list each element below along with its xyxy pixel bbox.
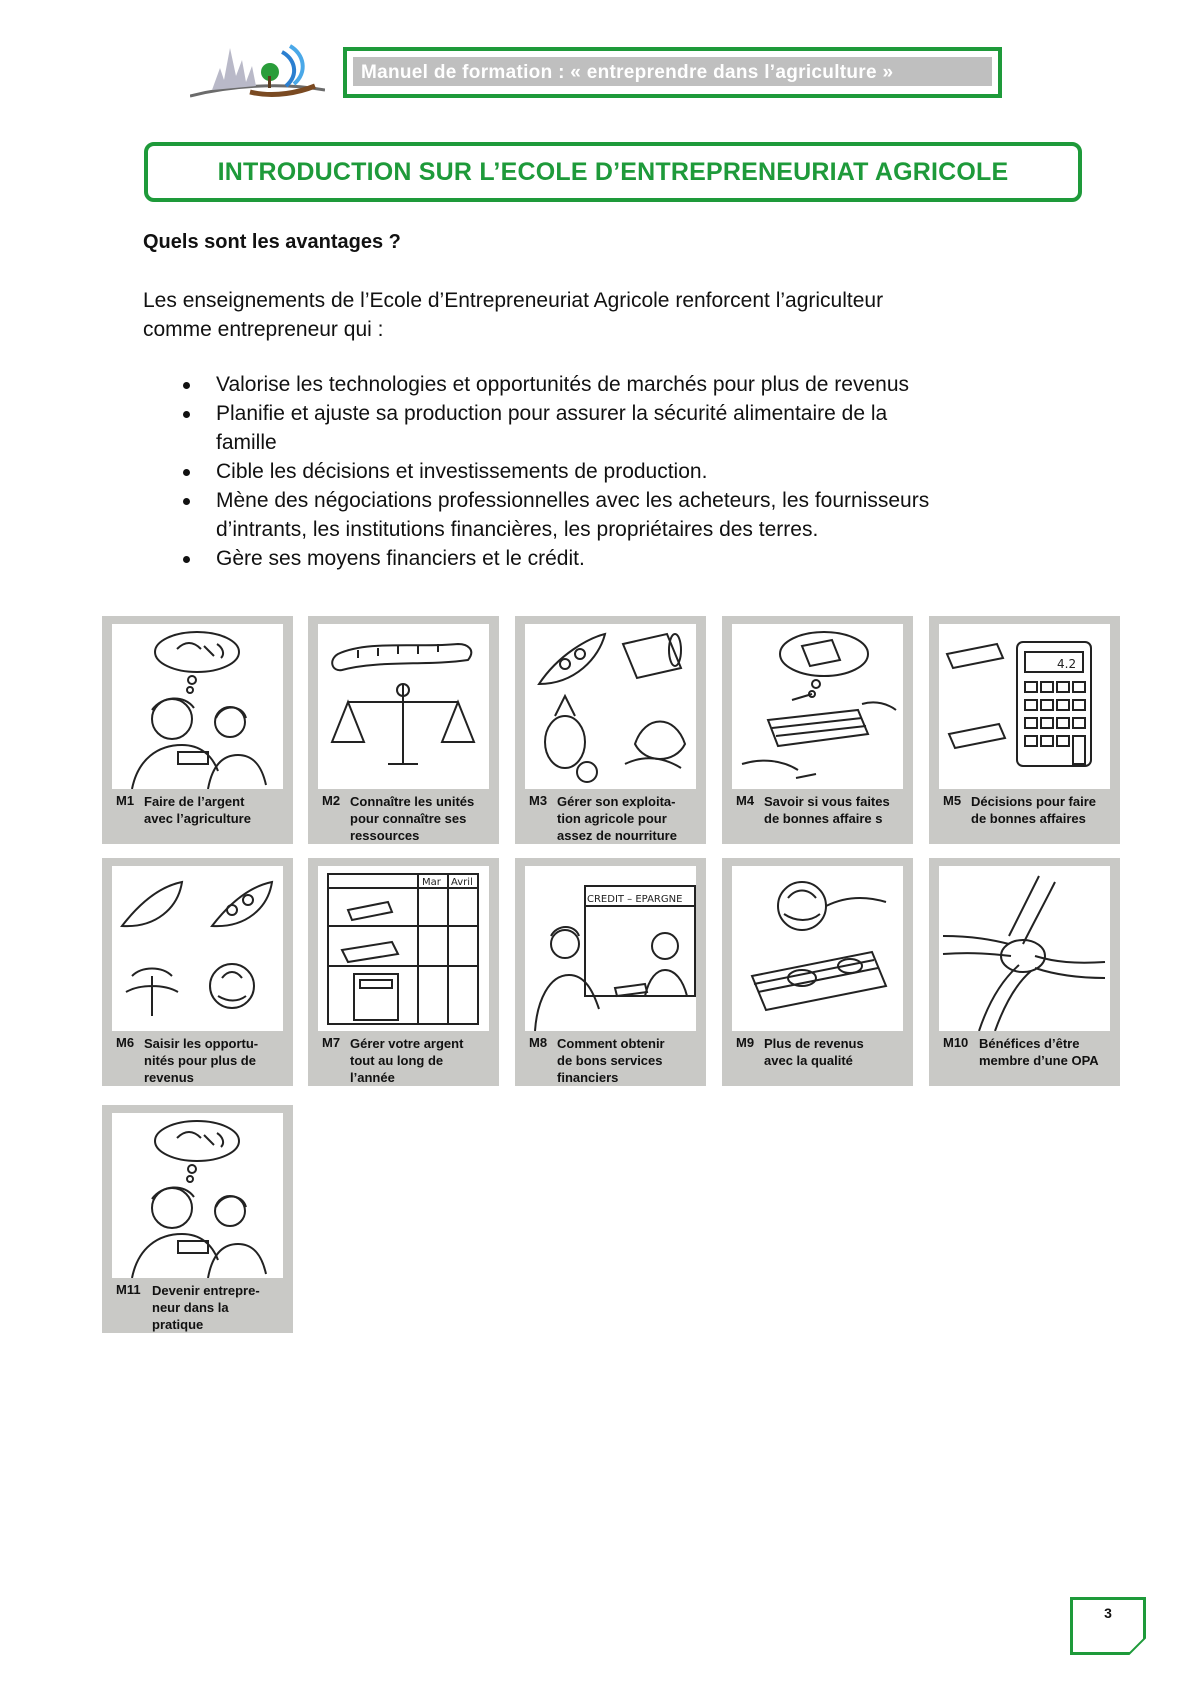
list-item xyxy=(143,370,1073,399)
list-item-text: Cible les décisions et investissements de production. xyxy=(216,460,708,483)
module-caption xyxy=(515,1030,706,1086)
module-title-line: avec la qualité xyxy=(764,1053,853,1068)
module-title-line: Bénéfices d’être xyxy=(979,1036,1080,1051)
module-caption xyxy=(929,788,1120,844)
module-title-line: l’année xyxy=(350,1070,395,1085)
module-code: M7 xyxy=(322,1035,341,1050)
module-title-line: Savoir si vous faites xyxy=(764,794,890,809)
balance-scale-icon xyxy=(318,624,489,789)
module-card-m7 xyxy=(308,858,499,1086)
table-header: Avril xyxy=(451,877,473,888)
running-header-title: Manuel de formation : « entreprendre dans l’agriculture » xyxy=(353,57,992,86)
list-item-text: famille xyxy=(216,431,277,454)
module-title-line: ressources xyxy=(350,828,420,843)
module-title-line: nités pour plus de xyxy=(144,1053,256,1068)
module-code: M8 xyxy=(529,1035,548,1050)
subheading: Quels sont les avantages ? xyxy=(143,231,401,253)
list-item-text: Valorise les technologies et opportunités de marchés pour plus de revenus xyxy=(216,373,910,396)
module-caption xyxy=(722,1030,913,1086)
farmer-couple-money-icon xyxy=(112,624,283,789)
module-title-line: de bonnes affaires xyxy=(971,811,1086,826)
module-title-line: pratique xyxy=(152,1317,204,1332)
list-item xyxy=(143,544,1073,573)
bullet-icon xyxy=(183,382,190,389)
module-title-line: neur dans la xyxy=(152,1300,229,1315)
farmer-couple-money-icon xyxy=(112,1113,283,1278)
page-number-box xyxy=(1070,1597,1146,1655)
module-code: M6 xyxy=(116,1035,135,1050)
list-item xyxy=(143,486,1073,544)
running-header xyxy=(343,47,1002,98)
module-title-line: Devenir entrepre- xyxy=(152,1283,260,1298)
bank-counter-icon xyxy=(525,866,696,1031)
list-item xyxy=(143,399,1073,457)
module-card-m4 xyxy=(722,616,913,844)
module-title-line: membre d’une OPA xyxy=(979,1053,1099,1068)
module-title xyxy=(350,793,495,844)
module-card-m9 xyxy=(722,858,913,1086)
benefits-list xyxy=(143,370,1073,573)
module-title-line: Décisions pour faire xyxy=(971,794,1096,809)
module-card-m1 xyxy=(102,616,293,844)
module-title-line: financiers xyxy=(557,1070,619,1085)
module-title xyxy=(979,1035,1124,1069)
module-title-line: Plus de revenus xyxy=(764,1036,864,1051)
module-title xyxy=(144,793,289,827)
module-title xyxy=(971,793,1116,827)
intro-line: comme entrepreneur qui : xyxy=(143,318,384,341)
module-card-m5 xyxy=(929,616,1120,844)
module-caption xyxy=(308,1030,499,1086)
module-title-line: Saisir les opportu- xyxy=(144,1036,259,1051)
module-title xyxy=(557,1035,702,1086)
module-title-line: pour connaître ses xyxy=(350,811,467,826)
module-title-line: tion agricole pour xyxy=(557,811,667,826)
module-caption xyxy=(102,788,293,844)
bullet-icon xyxy=(183,556,190,563)
list-item xyxy=(143,457,1073,486)
intro-line: Les enseignements de l’Ecole d’Entrepreneuriat Agricole renforcent l’agriculteur xyxy=(143,289,884,312)
module-code: M10 xyxy=(943,1035,969,1050)
section-title-box xyxy=(144,142,1082,202)
module-caption xyxy=(102,1277,293,1333)
module-title xyxy=(144,1035,289,1086)
module-title-line: Comment obtenir xyxy=(557,1036,665,1051)
bullet-icon xyxy=(183,498,190,505)
module-caption xyxy=(102,1030,293,1086)
module-title-line: Connaître les unités xyxy=(350,794,475,809)
module-title-line: de bons services xyxy=(557,1053,663,1068)
module-card-m8 xyxy=(515,858,706,1086)
module-title-line: Gérer votre argent xyxy=(350,1036,464,1051)
module-title-line: Faire de l’argent xyxy=(144,794,245,809)
calculator-display: 4.2 xyxy=(1057,657,1077,671)
module-code: M11 xyxy=(116,1282,141,1297)
opportunities-crops-icon xyxy=(112,866,283,1031)
list-item-text: d’intrants, les institutions financières, les propriétaires des terres. xyxy=(216,518,819,541)
module-title xyxy=(350,1035,495,1086)
module-card-m2 xyxy=(308,616,499,844)
cotton-money-icon xyxy=(732,866,903,1031)
module-title xyxy=(152,1282,297,1333)
crops-icon xyxy=(525,624,696,789)
money-exchange-icon xyxy=(732,624,903,789)
module-caption xyxy=(515,788,706,844)
table-header: Mar xyxy=(422,877,441,888)
module-title-line: assez de nourriture xyxy=(557,828,677,843)
module-card-m3 xyxy=(515,616,706,844)
module-title xyxy=(764,1035,909,1069)
module-code: M4 xyxy=(736,793,755,808)
module-title-line: tout au long de xyxy=(350,1053,444,1068)
module-title-line: avec l’agriculture xyxy=(144,811,251,826)
money-calendar-icon xyxy=(318,866,489,1031)
page-curl-icon xyxy=(1128,1637,1146,1655)
module-card-m11 xyxy=(102,1105,293,1333)
section-title: INTRODUCTION SUR L’ECOLE D’ENTREPRENEURIAT AGRICOLE xyxy=(217,158,1009,186)
intro-paragraph xyxy=(143,286,1043,344)
module-code: M5 xyxy=(943,793,962,808)
page-number: 3 xyxy=(1104,1605,1112,1621)
module-code: M2 xyxy=(322,793,341,808)
calculator-icon xyxy=(939,624,1110,789)
module-code: M9 xyxy=(736,1035,755,1050)
module-caption xyxy=(308,788,499,844)
module-caption xyxy=(722,788,913,844)
module-card-m6 xyxy=(102,858,293,1086)
module-title xyxy=(764,793,909,827)
module-title-line: revenus xyxy=(144,1070,194,1085)
bullet-icon xyxy=(183,411,190,418)
list-item-text: Mène des négociations professionnelles avec les acheteurs, les fournisseurs xyxy=(216,489,930,512)
list-item-text: Gère ses moyens financiers et le crédit. xyxy=(216,547,585,570)
list-item-text: Planifie et ajuste sa production pour assurer la sécurité alimentaire de la xyxy=(216,402,888,425)
module-title xyxy=(557,793,702,844)
bullet-icon xyxy=(183,469,190,476)
organization-logo xyxy=(190,38,325,100)
module-caption xyxy=(929,1030,1120,1086)
module-title-line: de bonnes affaire s xyxy=(764,811,883,826)
module-title-line: Gérer son exploita- xyxy=(557,794,676,809)
bank-sign: CREDIT – EPARGNE xyxy=(587,894,683,905)
joined-hands-icon xyxy=(939,866,1110,1031)
module-card-m10 xyxy=(929,858,1120,1086)
module-code: M1 xyxy=(116,793,135,808)
module-code: M3 xyxy=(529,793,548,808)
